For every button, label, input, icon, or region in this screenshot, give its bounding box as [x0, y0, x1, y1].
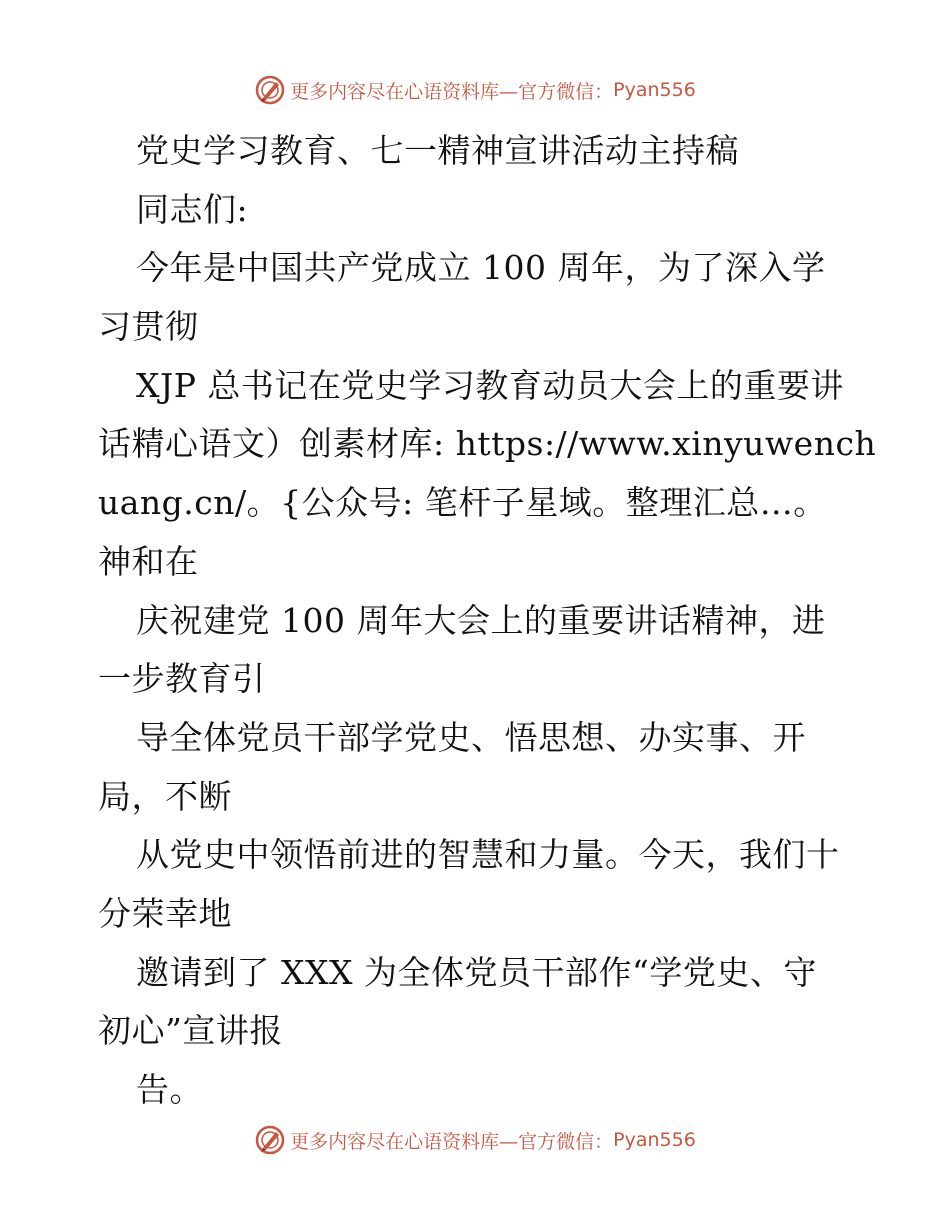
- text-line: 局，不断: [98, 776, 232, 816]
- text-line: 同志们:: [136, 189, 249, 229]
- pen-circle-logo-icon: [254, 1124, 286, 1156]
- document-body: [98, 122, 877, 1120]
- text-line: 习贯彻: [98, 307, 199, 347]
- header-banner: [0, 70, 950, 110]
- footer-banner: [0, 1120, 950, 1160]
- text-line: 告。: [136, 1070, 203, 1109]
- text-line: 初心”宣讲报: [98, 1011, 283, 1051]
- banner-text: 更多内容尽在心语资料库—官方微信：: [290, 1130, 614, 1153]
- text-line: 庆祝建党 100 周年大会上的重要讲话精神，进: [136, 600, 826, 640]
- pen-circle-logo-icon: [254, 74, 286, 106]
- text-line: 神和在: [98, 541, 199, 581]
- text-line: 导全体党员干部学党史、悟思想、办实事、开: [136, 717, 806, 757]
- text-line: 今年是中国共产党成立 100 周年，为了深入学: [136, 248, 826, 288]
- banner-wechat-id: Pyan556: [613, 79, 696, 101]
- document-title: 党史学习教育、七一精神宣讲活动主持稿: [136, 131, 739, 170]
- text-line: 分荣幸地: [98, 893, 232, 933]
- text-line: 一步教育引: [98, 659, 266, 699]
- text-line: 邀请到了 XXX 为全体党员干部作“学党史、守: [136, 952, 817, 992]
- banner-text: 更多内容尽在心语资料库—官方微信：: [290, 80, 614, 103]
- text-line: 从党史中领悟前进的智慧和力量。今天，我们十: [136, 835, 840, 875]
- text-line: 话精心语文）创素材库: https://www.xinyuwench: [98, 424, 877, 464]
- text-line: XJP 总书记在党史学习教育动员大会上的重要讲: [136, 365, 844, 405]
- banner-wechat-id: Pyan556: [613, 1129, 696, 1151]
- text-line: uang.cn/。{公众号: 笔杆子星域。整理汇总…。: [98, 483, 827, 523]
